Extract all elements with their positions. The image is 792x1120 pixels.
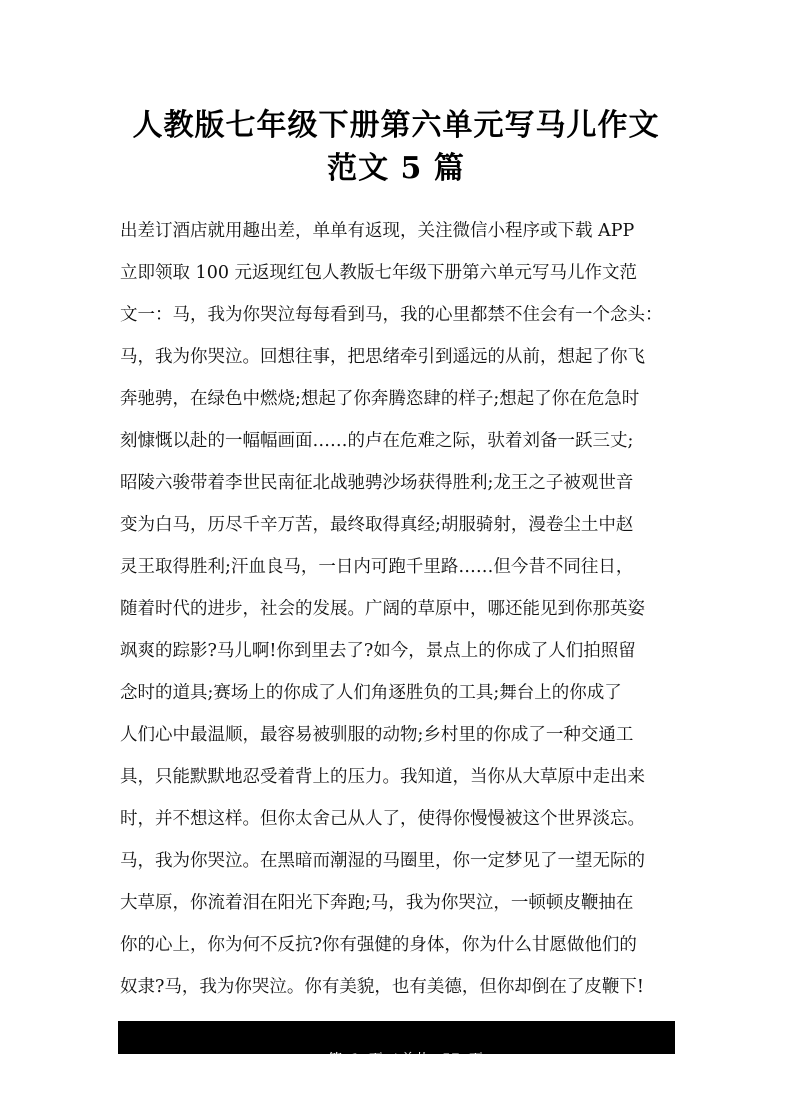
page-footer-bar	[118, 1021, 675, 1068]
body-line: 大草原，你流着泪在阳光下奔跑;马，我为你哭泣，一顿顿皮鞭抽在	[120, 893, 634, 913]
body-line: 昭陵六骏带着李世民南征北战驰骋沙场获得胜利;龙王之子被观世音	[120, 473, 634, 493]
body-line: 文一：马，我为你哭泣每每看到马，我的心里都禁不住会有一个念头：	[120, 305, 663, 325]
body-line: 出差订酒店就用趣出差，单单有返现，关注微信小程序或下载 APP	[120, 221, 635, 241]
body-line: 立即领取 100 元返现红包人教版七年级下册第六单元写马儿作文范	[120, 263, 638, 283]
body-line: 具，只能默默地忍受着背上的压力。我知道，当你从大草原中走出来	[120, 767, 645, 787]
body-line: 时，并不想这样。但你太舍己从人了，使得你慢慢被这个世界淡忘。	[120, 809, 645, 829]
page-number-text: 第 1 页 / 总共 57 页	[327, 1052, 483, 1068]
body-line: 念时的道具;赛场上的你成了人们角逐胜负的工具;舞台上的你成了	[120, 683, 622, 703]
body-line: 灵王取得胜利;汗血良马，一日内可跑千里路……但今昔不同往日，	[120, 557, 634, 577]
body-line: 马，我为你哭泣。在黑暗而潮湿的马圈里，你一定梦见了一望无际的	[120, 851, 645, 871]
body-line: 奴隶?马，我为你哭泣。你有美貌，也有美德，但你却倒在了皮鞭下!	[120, 977, 644, 997]
body-line: 随着时代的进步，社会的发展。广阔的草原中，哪还能见到你那英姿	[120, 599, 645, 619]
body-line: 变为白马，历尽千辛万苦，最终取得真经;胡服骑射，漫卷尘土中赵	[120, 515, 634, 535]
body-line: 飒爽的踪影?马儿啊!你到里去了?如今，景点上的你成了人们拍照留	[120, 641, 636, 661]
body-line: 奔驰骋，在绿色中燃烧;想起了你奔腾恣肆的样子;想起了你在危急时	[120, 389, 640, 409]
body-line: 马，我为你哭泣。回想往事，把思绪牵引到遥远的从前，想起了你飞	[120, 347, 645, 367]
document-title-line-1: 人教版七年级下册第六单元写马儿作文	[132, 108, 660, 143]
body-line: 刻慷慨以赴的一幅幅画面……的卢在危难之际，驮着刘备一跃三丈;	[120, 431, 634, 451]
body-line: 人们心中最温顺，最容易被驯服的动物;乡村里的你成了一种交通工	[120, 725, 634, 745]
document-body	[120, 216, 680, 1014]
body-line: 你的心上，你为何不反抗?你有强健的身体，你为什么甘愿做他们的	[120, 935, 637, 955]
document-title-line-2: 范文 5 篇	[327, 151, 465, 186]
